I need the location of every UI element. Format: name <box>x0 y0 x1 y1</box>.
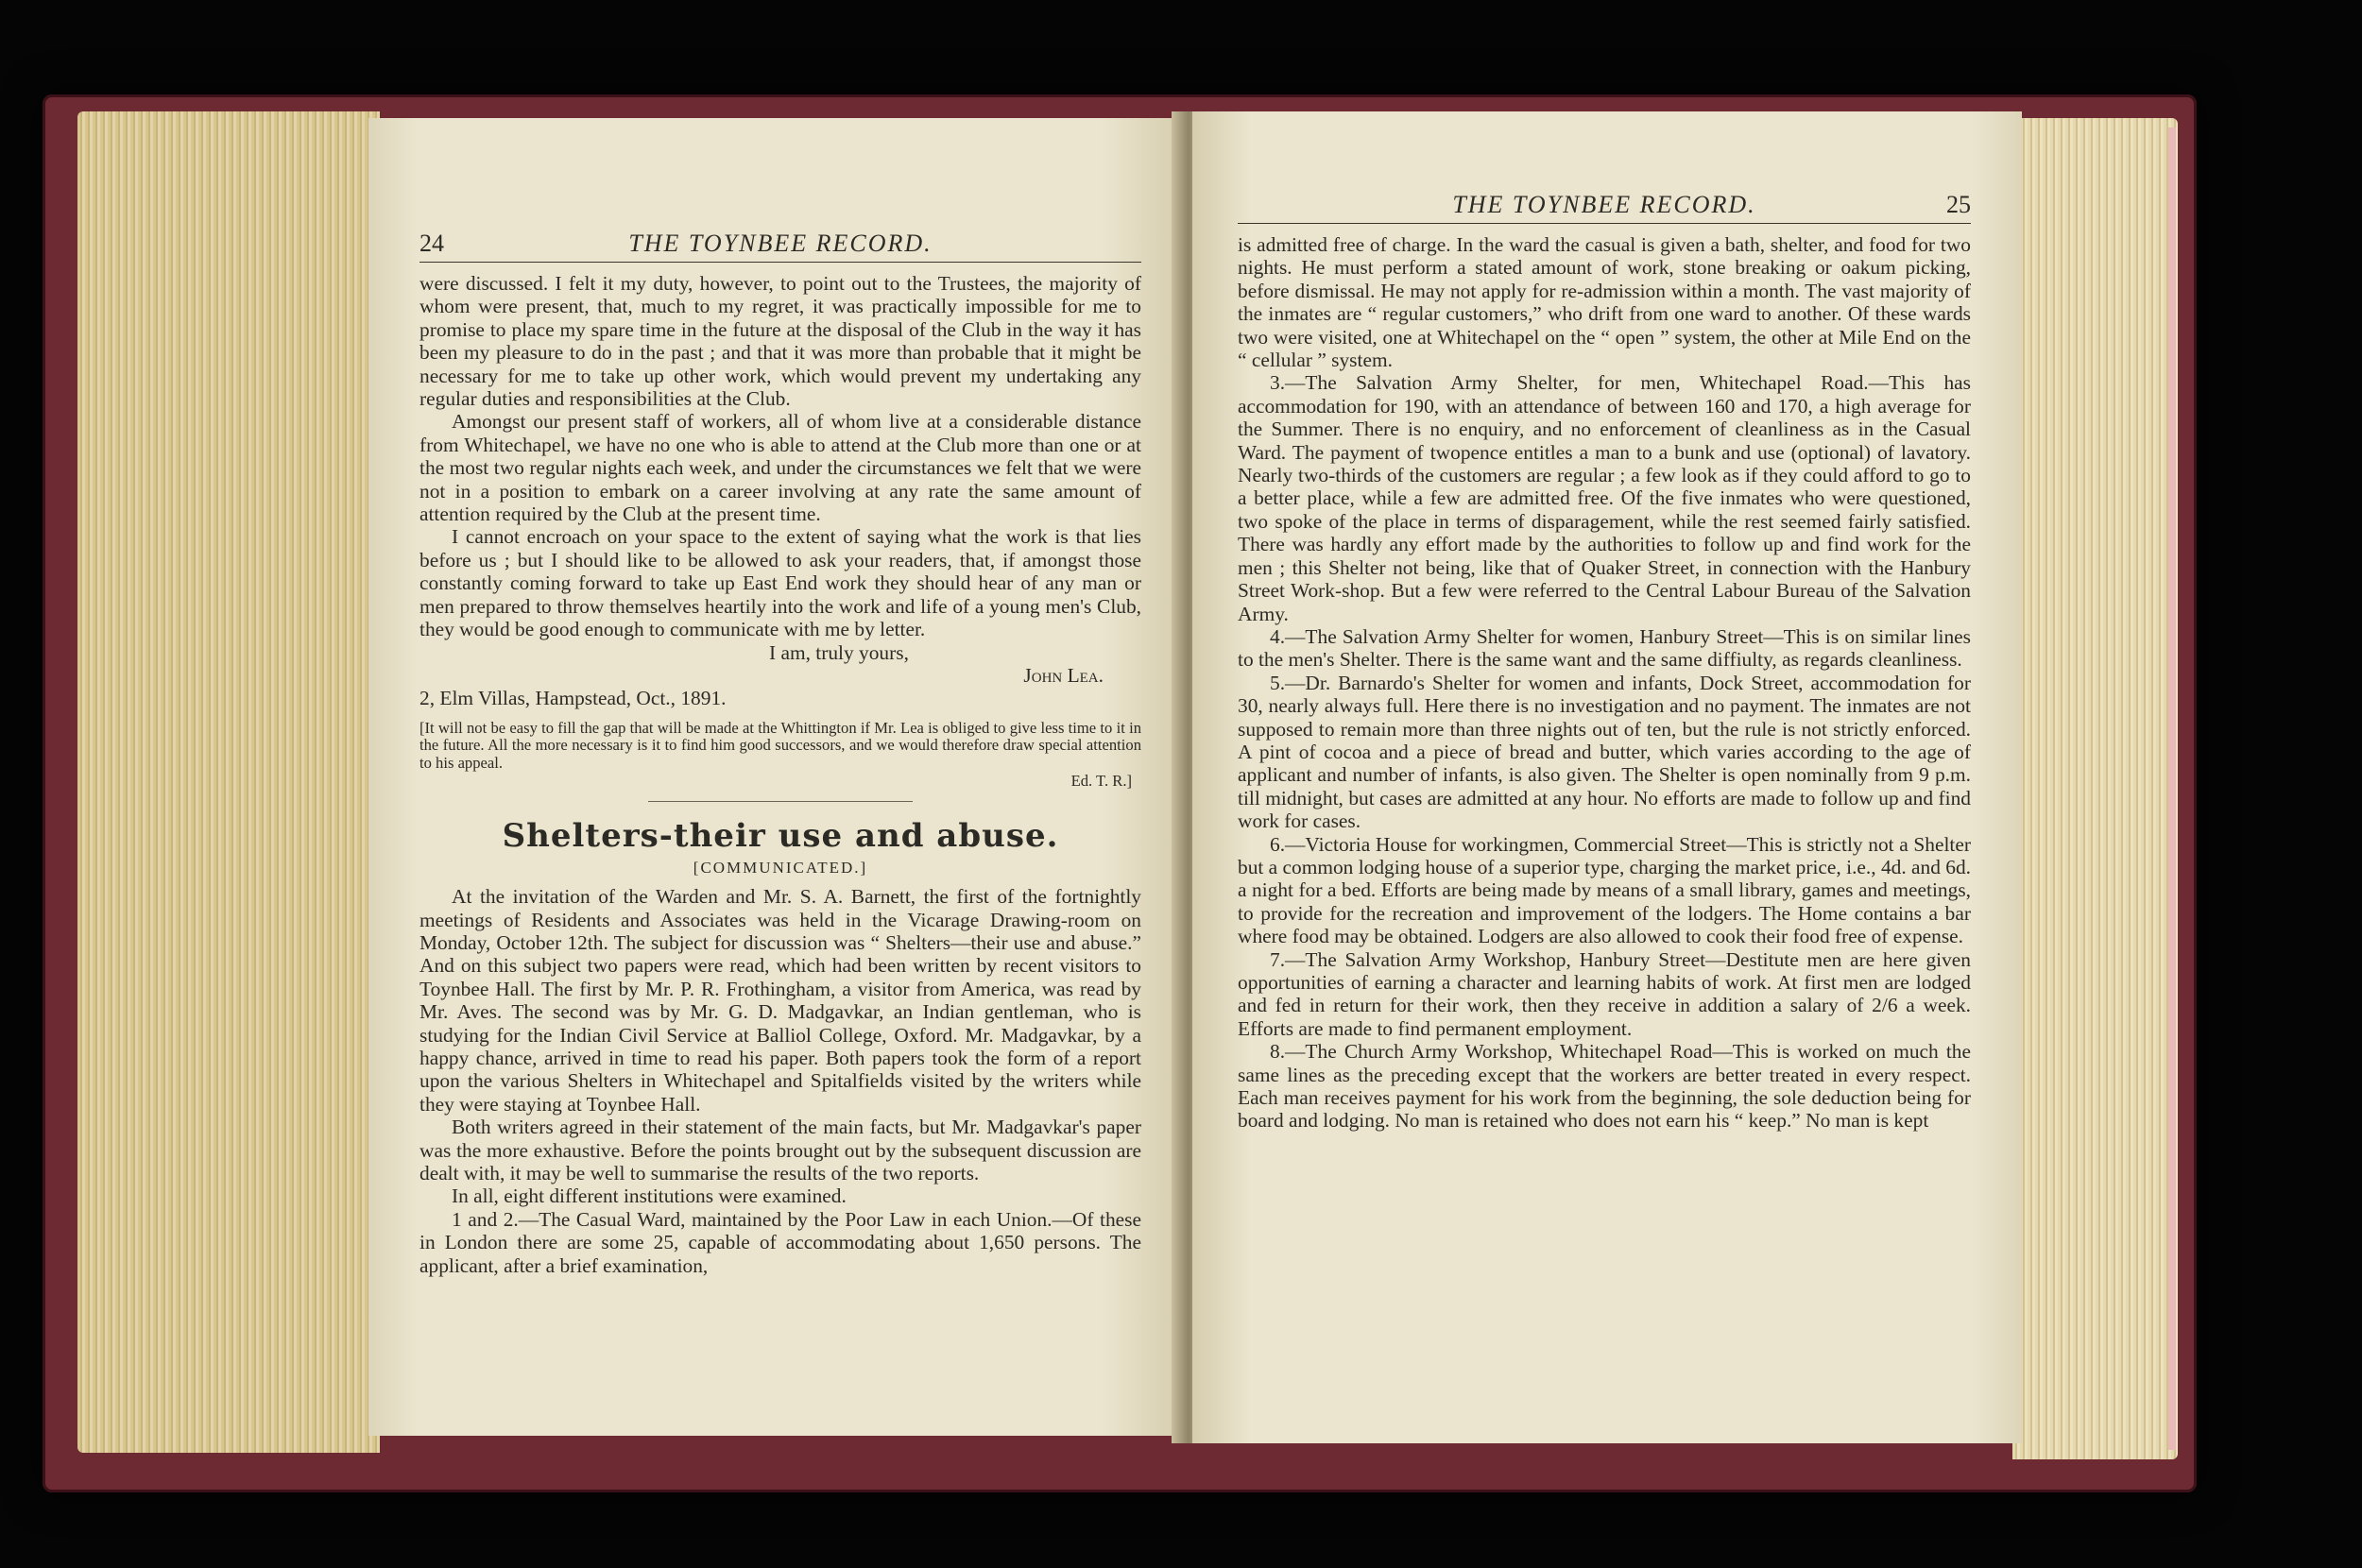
right-page-number: 25 <box>1946 191 1971 218</box>
article-paragraph: 7.—The Salvation Army Workshop, Hanbury Street—Destitute men are here given opportunities of earning a character and learning habits of work. At first men are lodged and fed in return for their work, then they receive in addition a salary of 2/6 a week. Efforts are made to find permanent employment. <box>1238 947 1971 1040</box>
article-paragraph: is admitted free of charge. In the ward the casual is given a bath, shelter, and food for two nights. He must perform a stated amount of work, stone breaking or oakum picking, before dismissal. He may not apply for re-admission within a month. The vast majority of the inmates are “ regular customers,” who drift from one ward to another. Of these wards two were visited, one at Whitechapel on the “ open ” system, the other at Mile End on the “ cellular ” system. <box>1238 233 1971 372</box>
page-edges-left <box>77 111 380 1453</box>
letter-signoff <box>419 641 1141 710</box>
letter-address: 2, Elm Villas, Hampstead, Oct., 1891. <box>419 687 727 710</box>
left-running-title: THE TOYNBEE RECORD. <box>628 230 933 257</box>
endpaper-edge <box>2168 128 2176 1450</box>
article-title: Shelters-their use and abuse. <box>502 817 1059 856</box>
letter-paragraph: Amongst our present staff of workers, all of whom live at a considerable distance from Whitechapel, we have no one who is able to attend at the Club more than one or at the most two regular nights each week, and under the circumstances we felt that we were not in a position to embark on a career involving at any rate the same amount of attention required by the Club at the present time. <box>419 410 1141 526</box>
article-subtitle: [COMMUNICATED.] <box>693 859 868 878</box>
letter-closing: I am, truly yours, <box>769 640 909 664</box>
section-divider <box>648 801 913 802</box>
letter-signature: John Lea. <box>1023 663 1104 687</box>
letter-paragraph: I cannot encroach on your space to the extent of saying what the work is that lies before us ; but I should like to be allowed to ask your readers, that, if amongst those constantly coming forward to take up East End work they should hear of any man or men prepared to throw themselves heartily into the work and life of a young men's Club, they would be good enough to communicate with me by letter. <box>419 525 1141 641</box>
article-paragraph: 1 and 2.—The Casual Ward, maintained by the Poor Law in each Union.—Of these in London there are some 25, capable of accommodating about 1,650 persons. The applicant, after a brief examination, <box>419 1207 1141 1277</box>
right-running-head <box>1238 191 1971 219</box>
article-paragraph: At the invitation of the Warden and Mr. S. A. Barnett, the first of the fortnightly meetings of Residents and Associates was held in the Vicarage Drawing-room on Monday, October 12th. The subject for discussion was “ Shelters—their use and abuse.” And on this subject two papers were read, which had been written by recent visitors to Toynbee Hall. The first by Mr. P. R. Frothingham, a visitor from America, was read by Mr. Aves. The second was by Mr. G. D. Madgavkar, an Indian gentleman, who is studying for the Indian Civil Service at Balliol College, Oxford. Mr. Madgavkar, by a happy chance, arrived in time to read his paper. Both papers took the form of a report upon the various Shelters in Whitechapel and Spitalfields visited by the writers while they were staying at Toynbee Hall. <box>419 885 1141 1116</box>
editor-note <box>419 720 1141 790</box>
header-rule <box>1238 223 1971 224</box>
page-edges-right <box>2012 118 2178 1459</box>
article-paragraph: 4.—The Salvation Army Shelter for women, Hanbury Street—This is on similar lines to the men's Shelter. There is the same want and the same diffiulty, as regards cleanliness. <box>1238 624 1971 672</box>
right-running-title: THE TOYNBEE RECORD. <box>1452 191 1756 218</box>
article-paragraph: 3.—The Salvation Army Shelter, for men, Whitechapel Road.—This has accommodation for 190, with an attendance of between 160 and 170, a high average for the Summer. There is no enquiry, and no enforcement of cleanliness as in the Casual Ward. The payment of twopence entitles a man to a bunk and use (optional) of lavatory. Nearly two-thirds of the customers are regular ; a few look as if they could afford to go to a better place, while a few are admitted free. Of the five inmates who were questioned, two spoke of the place in terms of disparagement, while the rest seemed fairly satisfied. There was hardly any effort made by the authorities to follow up and find work for the men ; this Shelter not being, like that of Quaker Street, in connection with the Hanbury Street Work-shop. But a few were referred to the Central Labour Bureau of the Salvation Army. <box>1238 371 1971 625</box>
article-paragraph: In all, eight different institutions were examined. <box>452 1185 847 1208</box>
header-rule <box>419 262 1141 263</box>
editor-note-text: [It will not be easy to fill the gap that will be made at the Whittington if Mr. Lea is obliged to give less time to it in the future. All the more necessary is it to find him good successors, and we would therefore draw special attention to his appeal. <box>419 718 1141 772</box>
left-page-number: 24 <box>419 230 444 257</box>
right-page <box>1192 111 2022 1443</box>
article-paragraph: Both writers agreed in their statement of the main facts, but Mr. Madgavkar's paper was the more exhaustive. Before the points brought out by the subsequent discussion are dealt with, it may be well to summarise the results of the two reports. <box>419 1116 1141 1185</box>
editor-note-sign: Ed. T. R.] <box>1070 771 1132 790</box>
left-page <box>368 118 1183 1436</box>
article-paragraph: 6.—Victoria House for workingmen, Commercial Street—This is strictly not a Shelter but a common lodging house of a superior type, charging the market price, i.e., 4d. and 6d. a night for a bed. Efforts are being made by means of a small library, games and meetings, to provide for the recreation and improvement of the lodgers. The Home contains a bar where food may be obtained. Lodgers are also allowed to cook their food free of expense. <box>1238 832 1972 948</box>
letter-paragraph: were discussed. I felt it my duty, however, to point out to the Trustees, the majority of whom were present, that, much to my regret, it was practically impossible for me to promise to place my spare time in the future at the disposal of the Club in the way it has been my pleasure to do in the past ; and that it was more than probable that it might be necessary for me to take up other work, which would prevent my undertaking any regular duties and responsibilities at the Club. <box>419 272 1141 411</box>
left-running-head <box>419 230 1141 258</box>
article-paragraph: 5.—Dr. Barnardo's Shelter for women and infants, Dock Street, accommodation for 30, nearly always full. Here there is no investigation and no payment. The inmates are not supposed to remain more than three nights out of ten, but the rule is not strictly enforced. A pint of cocoa and a piece of bread and butter, which varies according to the age of applicant and number of infants, is also given. The Shelter is open nominally from 9 p.m. till midnight, but cases are admitted at any hour. No efforts are made to follow up and find work for cases. <box>1238 671 1971 833</box>
article-paragraph: 8.—The Church Army Workshop, Whitechapel Road—This is worked on much the same lines as the preceding except that the workers are better treated in every respect. Each man receives payment for his work from the beginning, the sole deduction being for board and lodging. No man is retained who does not earn his “ keep.” No man is kept <box>1238 1040 1971 1133</box>
